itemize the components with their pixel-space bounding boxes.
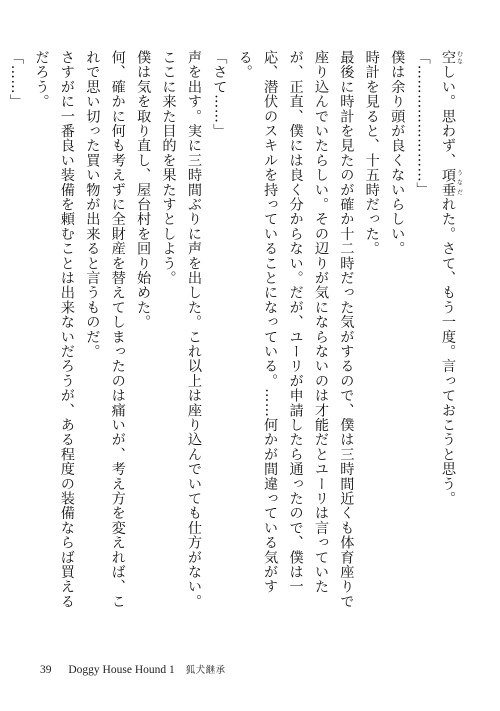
page-footer	[40, 662, 226, 676]
book-title: Doggy House Hound 1	[68, 664, 175, 676]
page-number: 39	[40, 664, 52, 676]
vertical-text-body	[8, 50, 463, 622]
paragraph	[0, 50, 3, 622]
paragraph: 「……」	[8, 50, 25, 109]
paragraph: 最後に時計を見たのが確か十二時だった気がするので、僕は三時間近くも体育座りで座り込んでいたらしい。その辺りが気にならないのは才能だとユーリは言っていたが、正直、僕には良く分からない。だが、ユーリが申請したら通ったので、僕は一応、潜伏のスキルを持っていることになっている。……何かが間違っている気がする。	[236, 50, 355, 609]
paragraph: 「さて……」	[211, 50, 228, 139]
paragraph: 声を出す。実に三時間ぶりに声を出した。これ以上は座り込んでいても仕方がない。ここに来た目的を果たすとしよう。	[160, 50, 202, 609]
author-name: 狐犬継承	[185, 665, 226, 676]
paragraph-opening: 空 むなしい。思わず、項垂 うなだれた。さて、もう一度。言っておこうと思う。	[440, 50, 463, 506]
paragraph: 僕は気を取り直し、屋台村を回り始めた。	[135, 50, 152, 330]
ruby-word-unadare: 項垂 うなだ	[440, 167, 463, 198]
paragraph: 「……………………」	[414, 50, 431, 197]
ruby-word-munashii: 空 むな	[440, 50, 463, 65]
paragraph: 何、確かに何も考えずに全財産を替えてしまったのは痛いが、考え方を変えれば、これで思い切った買い物が出来ると言うものだ。	[84, 50, 126, 609]
paragraph: 時計を見ると、十五時だった。	[363, 50, 380, 256]
paragraph: 僕は余り頭が良くないらしい。	[389, 50, 406, 256]
paragraph: さすがに一番良い装備を頼むことは出来ないだろうが、ある程度の装備ならば買えるだろう。	[33, 50, 75, 609]
